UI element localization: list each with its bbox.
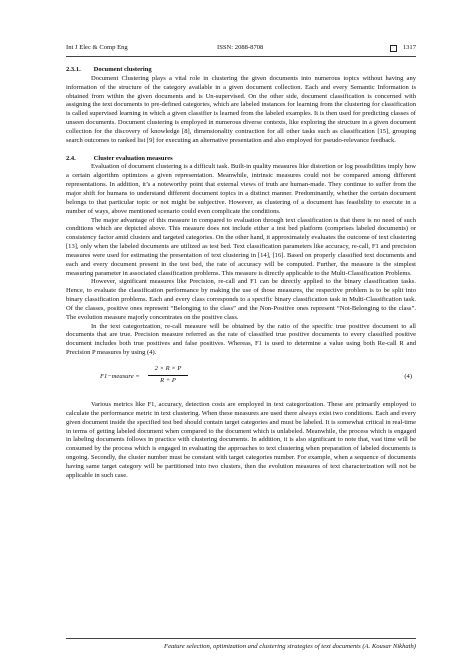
square-bullet-icon — [390, 45, 397, 52]
body-text — [66, 66, 416, 481]
paragraph: The major advantage of this measure in compared to evaluation through text classification is that there is no need of such conditions which are depicted above. This measure does not include either a test bed platform (comprises labeled documents) or consistency factor amid clusters and targeted categories. On the other hand, it approximately evaluates the outcome of text clustering [13], only when the labeled documents are utilized as test bed. Text classification parameters like accuracy, re-call, F1 and precision measures were used for estimating the presentation of text clustering in [14], [16]. Based on properly classified text documents and each and every document present in the test bed, the rate of accuracy will be computed. Further, the measure is the simplest measuring parameter in associated classification problems. This measure is directly applicable to the Multi-Classification Problems. — [66, 216, 416, 277]
paragraph: Evaluation of document clustering is a difficult task. Built-in quality measures like distortion or log possibilities imply how a certain algorithm optimizes a given representation. Meanwhile, intrinsic measures could not be compared among different representations. In addition, it’s a noteworthy point that external views of truth are human-made. They continue to suffer from the major shift for humans to understand different document topics in a distinct manner. Predominantly, whether the certain document belongs to that particular topic or not might be subjective. However, as clustering of a document has feasibility to execute in a number of ways, above mentioned scenario could even complicate the conditions. — [66, 163, 416, 215]
paragraph: Document Clustering plays a vital role in clustering the given documents into numerous topics without having any information of the structure of the category available in a given document collection. Each and every Semantic Information is obtained from within the given documents and is Un-supervised. On the other side, document classification is concerned with assigning the text documents to pre-defined categories, which are labeled instances for learning from the clustering for classification is called supervised learning in which a given classifier is learned from the labeled examples. It is then used for predicting classes of unseen documents. Document clustering is employed in numerous diverse contexts, like exploring the structure in a given document collection for the discovery of knowledge [8], dimensionality contraction for all other tasks such as classification [15], grouping search outcomes to ranked list [9] for executing an alternative presentation and also employed for pseudo-relevance feedback. — [66, 74, 416, 144]
footer-divider — [66, 638, 416, 639]
equation-number: (4) — [404, 373, 412, 380]
page-number-group — [390, 42, 416, 54]
header-divider — [66, 56, 416, 57]
section-heading-document-clustering — [66, 66, 416, 75]
section-title: Cluster evaluation measures — [93, 154, 173, 162]
section-number: 2.3.1. — [66, 66, 81, 73]
equation-4 — [66, 365, 416, 391]
equation-fraction — [148, 365, 188, 386]
equation-lhs: F1−measure = — [100, 373, 140, 380]
paragraph: In the text categorization, re-call measure will be obtained by the ratio of the specific true positive document to all documents that are true. Precision measure referred as the rate of classified true positive documents to every classified positive document includes both true positives and false positives. Whereas, F1 is used to determine a value using both Re-call R and Precision P measures by using (4). — [66, 322, 416, 357]
paragraph: Various metrics like F1, accuracy, detection costs are employed in text categorization. These are primarily employed to calculate the performance metric in text clustering. When these measures are used there always exist two conditions. Each and every given document inside the specified test bed should contain target categories and must be labeled. It is somewhat critical in real-time in terms of getting labeled document when compared to the document which is unlabeled. Meanwhile, the process which is engaged in labeling documents follows in practice with clustering documents. In addition, it is also significant to note that, vast time will be consumed by the process which is engaged in evaluating the approaches to text clustering when preparation of labeled documents is ongoing. Secondly, the cluster number must be constant with target categories number. For example, when a sequence of documents having same target category will be partitioned into two clusters, then the evolution measures of text characterization will not be applicable in such case. — [66, 401, 416, 479]
journal-name: Int J Elec & Comp Eng — [66, 44, 128, 51]
section-title: Document clustering — [93, 66, 152, 73]
running-header — [66, 42, 416, 54]
equation-denominator: R + P — [160, 376, 176, 384]
footer-title: Feature selection, optimization and clustering strategies of text documents — [164, 643, 361, 650]
page-number: 1317 — [402, 44, 416, 51]
footer-author: (A. Kousar Nikhath) — [362, 643, 416, 650]
equation-numerator: 2 × R × P — [148, 365, 188, 376]
issn-label: ISSN: 2088-8708 — [217, 44, 264, 51]
section-number: 2.4. — [66, 154, 76, 162]
section-heading-cluster-evaluation — [66, 155, 416, 164]
paragraph: However, significant measures like Precision, re-call and F1 can be directly applied to the binary classification tasks. Hence, to evaluate the classification performance by making the use of those measures, the respective problem is to be split into binary classification problems. Each and every class corresponds to a specific binary classification task in Multi-Classification task. Of the classes, positive ones represent “Belonging to the class” and the Non-Positive ones represent “Not-Belonging to the class”. The evolution measure majorly concentrates on the positive class. — [66, 278, 416, 321]
running-footer — [66, 642, 416, 652]
